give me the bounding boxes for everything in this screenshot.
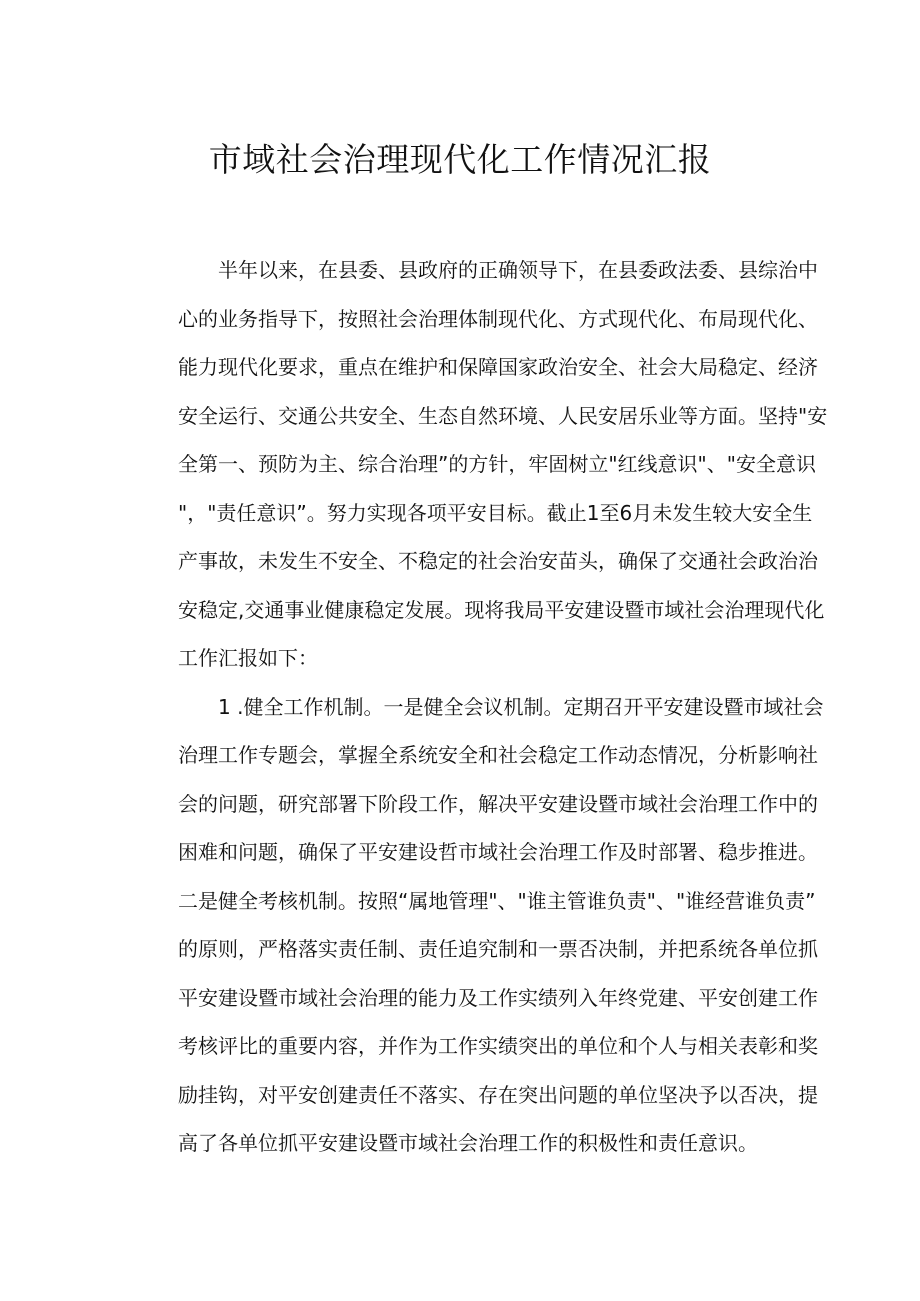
text-line: 工作汇报如下：	[178, 646, 318, 670]
text-line: 会的问题，研究部署下阶段工作，解决平安建设暨市域社会治理工作中的	[178, 791, 818, 816]
paragraph-work-mechanism	[138, 683, 824, 1168]
text-line: 能力现代化要求，重点在维护和保障国家政治安全、社会大局稳定、经济	[178, 355, 818, 379]
text-line: 安稳定,交通事业健康稳定发展。现将我局平安建设暨市域社会治理现代化	[178, 597, 825, 622]
document-body	[138, 246, 828, 1168]
text-line: 心的业务指导下，按照社会治理体制现代化、方式现代化、布局现代化、	[178, 306, 818, 331]
text-line: 产事故，未发生不安全、不稳定的社会治安苗头，确保了交通社会政治治	[178, 549, 818, 573]
document-title: 市域社会治理现代化工作情况汇报	[208, 140, 712, 179]
text-line: 励挂钩，对平安创建责任不落实、存在突出问题的单位坚决予以否决，提	[178, 1082, 818, 1107]
text-line: 考核评比的重要内容，并作为工作实绩突出的单位和个人与相关表彰和奖	[178, 1034, 818, 1058]
text-line: 平安建设暨市域社会治理的能力及工作实绩列入年终党建、平安创建工作	[178, 985, 818, 1010]
text-line: 半年以来，在县委、县政府的正确领导下，在县委政法委、县综治中	[218, 258, 818, 282]
text-line: 1 .健全工作机制。一是健全会议机制。定期召开平安建设暨市域社会	[218, 694, 824, 719]
text-line: 的原则，严格落实责任制、责任追究制和一票否决制，并把系统各单位抓	[178, 937, 818, 961]
text-line: 困难和问题，确保了平安建设哲市域社会治理工作及时部署、稳步推进。	[178, 840, 818, 864]
text-line: 二是健全考核机制。按照“属地管理"、"谁主管谁负责"、"谁经营谁负责”	[178, 888, 816, 913]
text-line: "，"责任意识”。努力实现各项平安目标。截止1至6月未发生较大安全生	[178, 500, 813, 525]
text-line: 高了各单位抓平安建设暨市域社会治理工作的积极性和责任意识。	[178, 1131, 758, 1155]
text-line: 治理工作专题会，掌握全系统安全和社会稳定工作动态情况，分析影响社	[178, 743, 818, 767]
text-line: 全第一、预防为主、综合治理”的方针，牢固树立"红线意识"、"安全意识	[178, 452, 816, 476]
text-line: 安全运行、交通公共安全、生态自然环境、人民安居乐业等方面。坚持"安	[178, 403, 828, 428]
paragraph-intro	[138, 246, 828, 683]
